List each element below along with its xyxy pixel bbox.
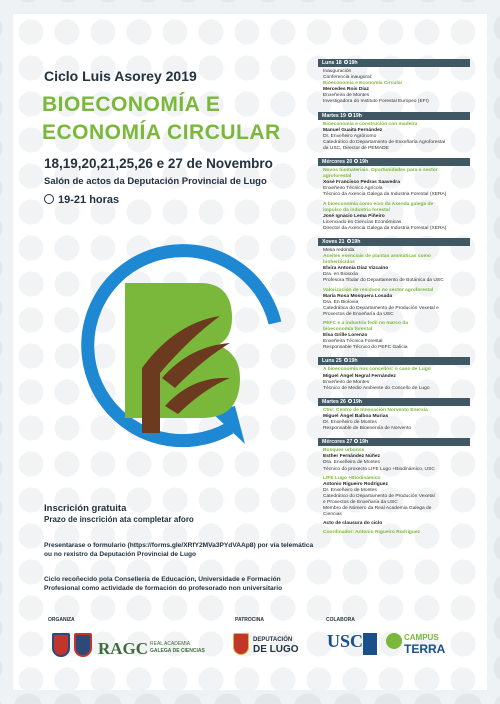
program-event [323,367,470,391]
registration-form-text: Presentarase o formulario (https://forms.gle/XRfY2MVa3PYdVAAp8) por vía telemática ou no rexistro da Deputación Provincial de Lugo [44,542,314,558]
speaker-name: Manuel Guaita Fernández [323,127,383,133]
clock-icon [348,113,352,117]
event-title: Bosques urbanos [323,448,365,454]
program-event [323,69,470,106]
event-title: bioeconomía forestal [323,327,373,333]
day-time: 19h [348,358,358,365]
event-venue: Salón de actos da Deputación Provincial de Lugo [44,176,267,187]
program-schedule [318,56,470,539]
registration-free: Inscrición gratuita [44,503,127,514]
event-detail: Licenciado en Ciencias Económicas [323,219,402,225]
program-event [323,288,470,318]
day-name: Mércores 20 [322,159,353,166]
speaker-name: Antonio Rigueiro Rodríguez [323,481,388,487]
usc-shield-icon [363,633,377,655]
clock-icon [344,358,348,362]
speaker-name: Miguel Ángel Negral Fernández [323,373,396,379]
sponsor-logos [30,617,470,677]
hours-text: 19-21 horas [58,194,120,206]
program-event [323,476,470,519]
event-title: Bioeconomía e construción con madeira [323,121,418,127]
event-detail: Dr. Enxeñeiro de Montes [323,420,377,426]
speaker-name: Xosé Francisco Pedras Saavedra [323,180,400,186]
speaker-name: José Ignacio Lema Piñeiro [323,213,385,219]
shield-icon [52,633,70,657]
series-title: Ciclo Luis Asorey 2019 [44,68,197,84]
event-detail: Dra. en Bioloxía [323,272,358,278]
day-name: Martes 19 [322,112,346,119]
day-name: Xoves 21 [322,238,345,245]
speaker-name: Acto de clausura do ciclo [323,521,383,527]
event-detail: Dr. Enxeñeiro Agrónomo [323,133,377,139]
event-detail: Técnico de Medio Ambiente do Concello de Lugo [323,385,430,391]
main-title-line1: BIOECONOMÍA E [42,93,221,116]
day-name: Luns 18 [322,60,342,66]
event-detail: Dr. Enxeñeiro de Montes [323,487,377,493]
day-name: Mércores 27 [322,439,353,446]
clock-icon [347,239,351,243]
organiza-label: ORGANIZA [48,617,75,623]
event-title: A bioeconomía como eixo da Axenda galega de [323,201,434,207]
event-detail: Mesa redonda [323,247,355,253]
ragc-sub1: REAL ACADEMIA [150,641,191,647]
event-detail: Catedrático do Departamento de Enxeñaría Agroforestal [323,139,446,145]
day-time: 19h [359,159,369,166]
event-title: PEFC e a industria fedil no marco da [323,321,409,326]
event-detail: Enxeñeira de Montes [323,93,370,99]
program-event [323,321,470,351]
day-header [318,357,470,365]
main-title-line2: ECONOMÍA CIRCULAR [42,121,281,144]
clock-icon [354,159,358,163]
event-dates: 18,19,20,21,25,26 e 27 de Novembro [44,156,273,171]
event-title: Ctnr: Centro de Innovación Norvento Enerxía [323,407,428,413]
event-title: Aceites esenciais de plantas aromáticas como [323,254,431,260]
event-title: Bioeconomía e Economía Circular [323,81,403,87]
event-title: impulso da industria forestal [323,207,390,213]
event-detail: Responsable de Bioenerxía de Norvento [323,426,412,432]
event-detail: Técnico do proxecto LIFE Lugo +Biodinámico, USC [323,466,435,472]
usc-logo-text: USC [327,631,364,651]
program-event [323,168,470,198]
speaker-name: Mercedes Rois Díaz [323,87,369,93]
event-detail: Membro de Número da Real Academia Galega de [323,506,432,512]
event-detail: Director da Axencia Galega da Industria Forestal (XERA) [323,225,447,231]
event-detail: Profesora Titular do Departamento de Botánica da USC [323,278,444,284]
accreditation-text: Ciclo recoñecido pola Consellería de Educación, Universidade e Formación Profesional como actividade de formación do profesorado non universitario [44,576,283,592]
terra-text: TERRA [404,642,446,656]
speaker-name: Elsa Grille Lorenzo [323,333,368,339]
day-header [318,398,470,406]
deputacion-text-1: DEPUTACIÓN [253,637,293,643]
campus-text: CAMPUS [404,633,439,642]
speaker-name: Esther Fernández Núñez [323,454,381,460]
colabora-label: COLABORA [326,617,355,623]
event-detail: Catedrático do Departamento de Produción Vexetal [323,493,435,499]
event-hours [44,194,119,206]
event-title: A bioeconomía nos concellos: o caso de Lugo [323,367,431,373]
event-detail: Coordinador: Antonio Rigueiro Rodríguez [323,530,421,536]
event-title: bioherbicidas [323,260,355,266]
day-header [318,438,470,446]
event-detail: Investigadora do Instituto Forestal Europeo (EFI) [323,99,429,105]
day-header [318,112,470,120]
day-name: Martes 26 [322,398,346,405]
event-detail: Enxeñeira Técnica Forestal [323,339,383,345]
event-title: LIFE Lugo +Biodinámico [323,475,381,481]
event-detail: Responsable Técnico do PEFC Galicia [323,345,408,351]
day-time: 19h [352,112,362,119]
clock-icon [354,439,358,443]
day-time: 19h [352,398,362,405]
coat-of-arms-icon [233,633,249,655]
shield-icon [74,633,92,657]
day-time: 19h [348,60,358,66]
clock-icon [348,399,352,403]
clock-icon [44,194,54,204]
day-name: Luns 25 [322,358,342,365]
campus-terra-icon [386,633,402,649]
event-detail: Proxectos de Enxeñaría da USC [323,311,394,317]
program-event [323,122,470,152]
program-event [323,202,470,232]
event-detail: Dra. Enxeñeira de Montes [323,460,380,466]
event-title: Novos biomateriais. Oportunidades para o sector [323,168,438,174]
ragc-logo-text: RAGC [98,639,149,658]
event-detail: Dra. En Bioloxía [323,299,359,305]
bioeconomy-logo [80,228,310,458]
event-detail: Conferencia inaugural: [323,75,373,81]
day-time: 19h [359,439,369,446]
event-detail: Catedrática do Departamento de Produción Vexetal e [323,305,439,311]
event-detail: Ciencias [323,512,342,518]
event-detail: e Proxectos de Enxeñaría da USC [323,499,398,505]
day-header [318,59,470,67]
registration-deadline: Prazo de inscrición ata completar aforo [44,515,194,524]
event-title: Valorización de residuos no sector agroforestal [323,287,434,293]
event-detail: Enxeñeiro Técnico Agrícola [323,186,383,192]
event-detail: Técnico da Axencia Galega da Industria Forestal (XERA) [323,192,447,198]
program-event [323,248,470,285]
speaker-name: Elvira Antonia Díaz Vizcaíno [323,266,389,272]
day-header [318,158,470,166]
day-header [318,238,470,246]
program-event [323,408,470,432]
day-time: 19h [351,238,361,245]
clock-icon [344,60,348,64]
deputacion-text-2: DE LUGO [253,644,299,655]
ragc-sub2: GALEGA DE CIENCIAS [150,648,205,654]
event-title: agroforestal [323,174,352,180]
speaker-name: María Rosa Mosquera Losada [323,293,393,299]
event-detail: Enxeñeiro de Montes [323,379,370,385]
event-detail: da USC, Director de PEMADE [323,145,389,151]
speaker-name: Miguel Ángel Balboa Murias [323,413,389,419]
event-detail: Inauguración [323,69,352,74]
patrocina-label: PATROCINA [235,617,264,623]
program-event [323,448,470,472]
